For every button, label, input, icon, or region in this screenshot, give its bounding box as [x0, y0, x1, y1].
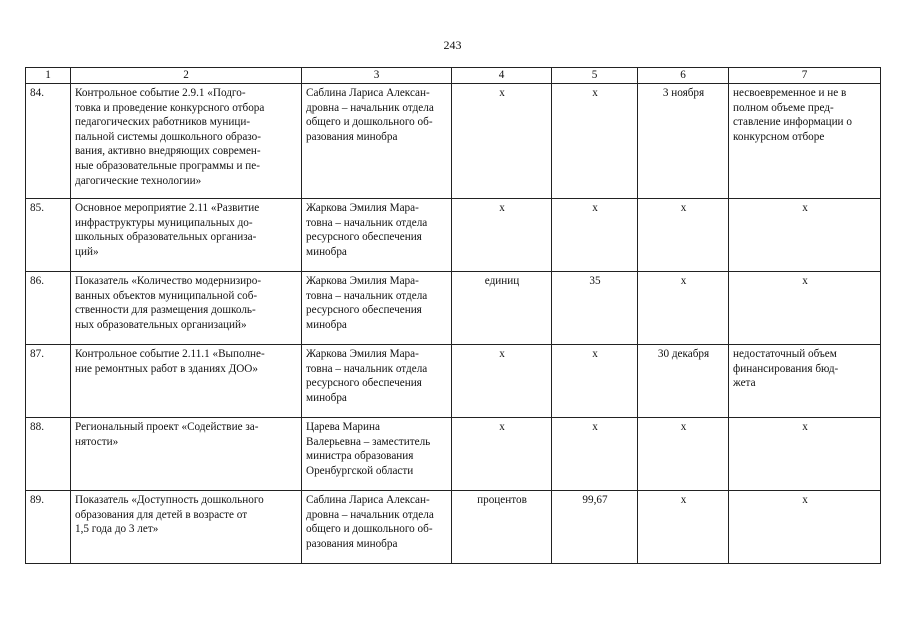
row-number: 84.	[26, 84, 71, 199]
table-row	[26, 418, 881, 491]
page-number: 243	[443, 38, 462, 52]
row-number: 86.	[26, 272, 71, 345]
row-responsible: Жаркова Эмилия Мара- товна – начальник отдела ресурсного обеспечения минобра	[302, 272, 452, 345]
row-date: х	[638, 199, 729, 272]
row-note: х	[729, 272, 881, 345]
table-row	[26, 491, 881, 564]
table-row	[26, 272, 881, 345]
column-header: 1	[26, 68, 71, 84]
row-responsible: Царева Марина Валерьевна – заместитель министра образования Оренбургской области	[302, 418, 452, 491]
report-table	[25, 67, 881, 564]
row-unit: х	[452, 84, 552, 199]
table-row	[26, 199, 881, 272]
row-date: 3 ноября	[638, 84, 729, 199]
row-date: х	[638, 418, 729, 491]
row-unit: х	[452, 199, 552, 272]
row-value: х	[552, 84, 638, 199]
column-header: 7	[729, 68, 881, 84]
column-header: 3	[302, 68, 452, 84]
row-unit: х	[452, 345, 552, 418]
row-name: Основное мероприятие 2.11 «Развитие инфраструктуры муниципальных до- школьных образовательных организа- ций»	[71, 199, 302, 272]
row-unit: х	[452, 418, 552, 491]
row-date: х	[638, 491, 729, 564]
row-number: 87.	[26, 345, 71, 418]
row-name: Контрольное событие 2.11.1 «Выполне- ние ремонтных работ в зданиях ДОО»	[71, 345, 302, 418]
row-date: 30 декабря	[638, 345, 729, 418]
column-header: 2	[71, 68, 302, 84]
row-value: х	[552, 418, 638, 491]
row-number: 85.	[26, 199, 71, 272]
row-date: х	[638, 272, 729, 345]
table-header-row	[26, 68, 881, 84]
row-unit: процентов	[452, 491, 552, 564]
row-note: х	[729, 491, 881, 564]
row-value: 99,67	[552, 491, 638, 564]
table-row	[26, 84, 881, 199]
row-value: х	[552, 345, 638, 418]
row-unit: единиц	[452, 272, 552, 345]
row-note: х	[729, 199, 881, 272]
column-header: 5	[552, 68, 638, 84]
row-name: Контрольное событие 2.9.1 «Подго- товка и проведение конкурсного отбора педагогических работников муници- пальной системы дошкольного образо- вания, активно внедряющих современ- ные образовательные программы и пе- дагогические технологии»	[71, 84, 302, 199]
column-header: 4	[452, 68, 552, 84]
row-note: недостаточный объем финансирования бюд- жета	[729, 345, 881, 418]
row-value: х	[552, 199, 638, 272]
row-name: Показатель «Доступность дошкольного образования для детей в возрасте от 1,5 года до 3 лет»	[71, 491, 302, 564]
row-responsible: Жаркова Эмилия Мара- товна – начальник отдела ресурсного обеспечения минобра	[302, 199, 452, 272]
row-name: Показатель «Количество модернизиро- ванных объектов муниципальной соб- ственности для размещения дошколь- ных образовательных организаций»	[71, 272, 302, 345]
row-number: 89.	[26, 491, 71, 564]
column-header: 6	[638, 68, 729, 84]
row-note: х	[729, 418, 881, 491]
table-row	[26, 345, 881, 418]
row-value: 35	[552, 272, 638, 345]
row-responsible: Саблина Лариса Алексан- дровна – начальник отдела общего и дошкольного об- разования минобра	[302, 84, 452, 199]
row-number: 88.	[26, 418, 71, 491]
row-name: Региональный проект «Содействие за- нятости»	[71, 418, 302, 491]
row-responsible: Жаркова Эмилия Мара- товна – начальник отдела ресурсного обеспечения минобра	[302, 345, 452, 418]
row-note: несвоевременное и не в полном объеме пред- ставление информации о конкурсном отборе	[729, 84, 881, 199]
row-responsible: Саблина Лариса Алексан- дровна – начальник отдела общего и дошкольного об- разования минобра	[302, 491, 452, 564]
